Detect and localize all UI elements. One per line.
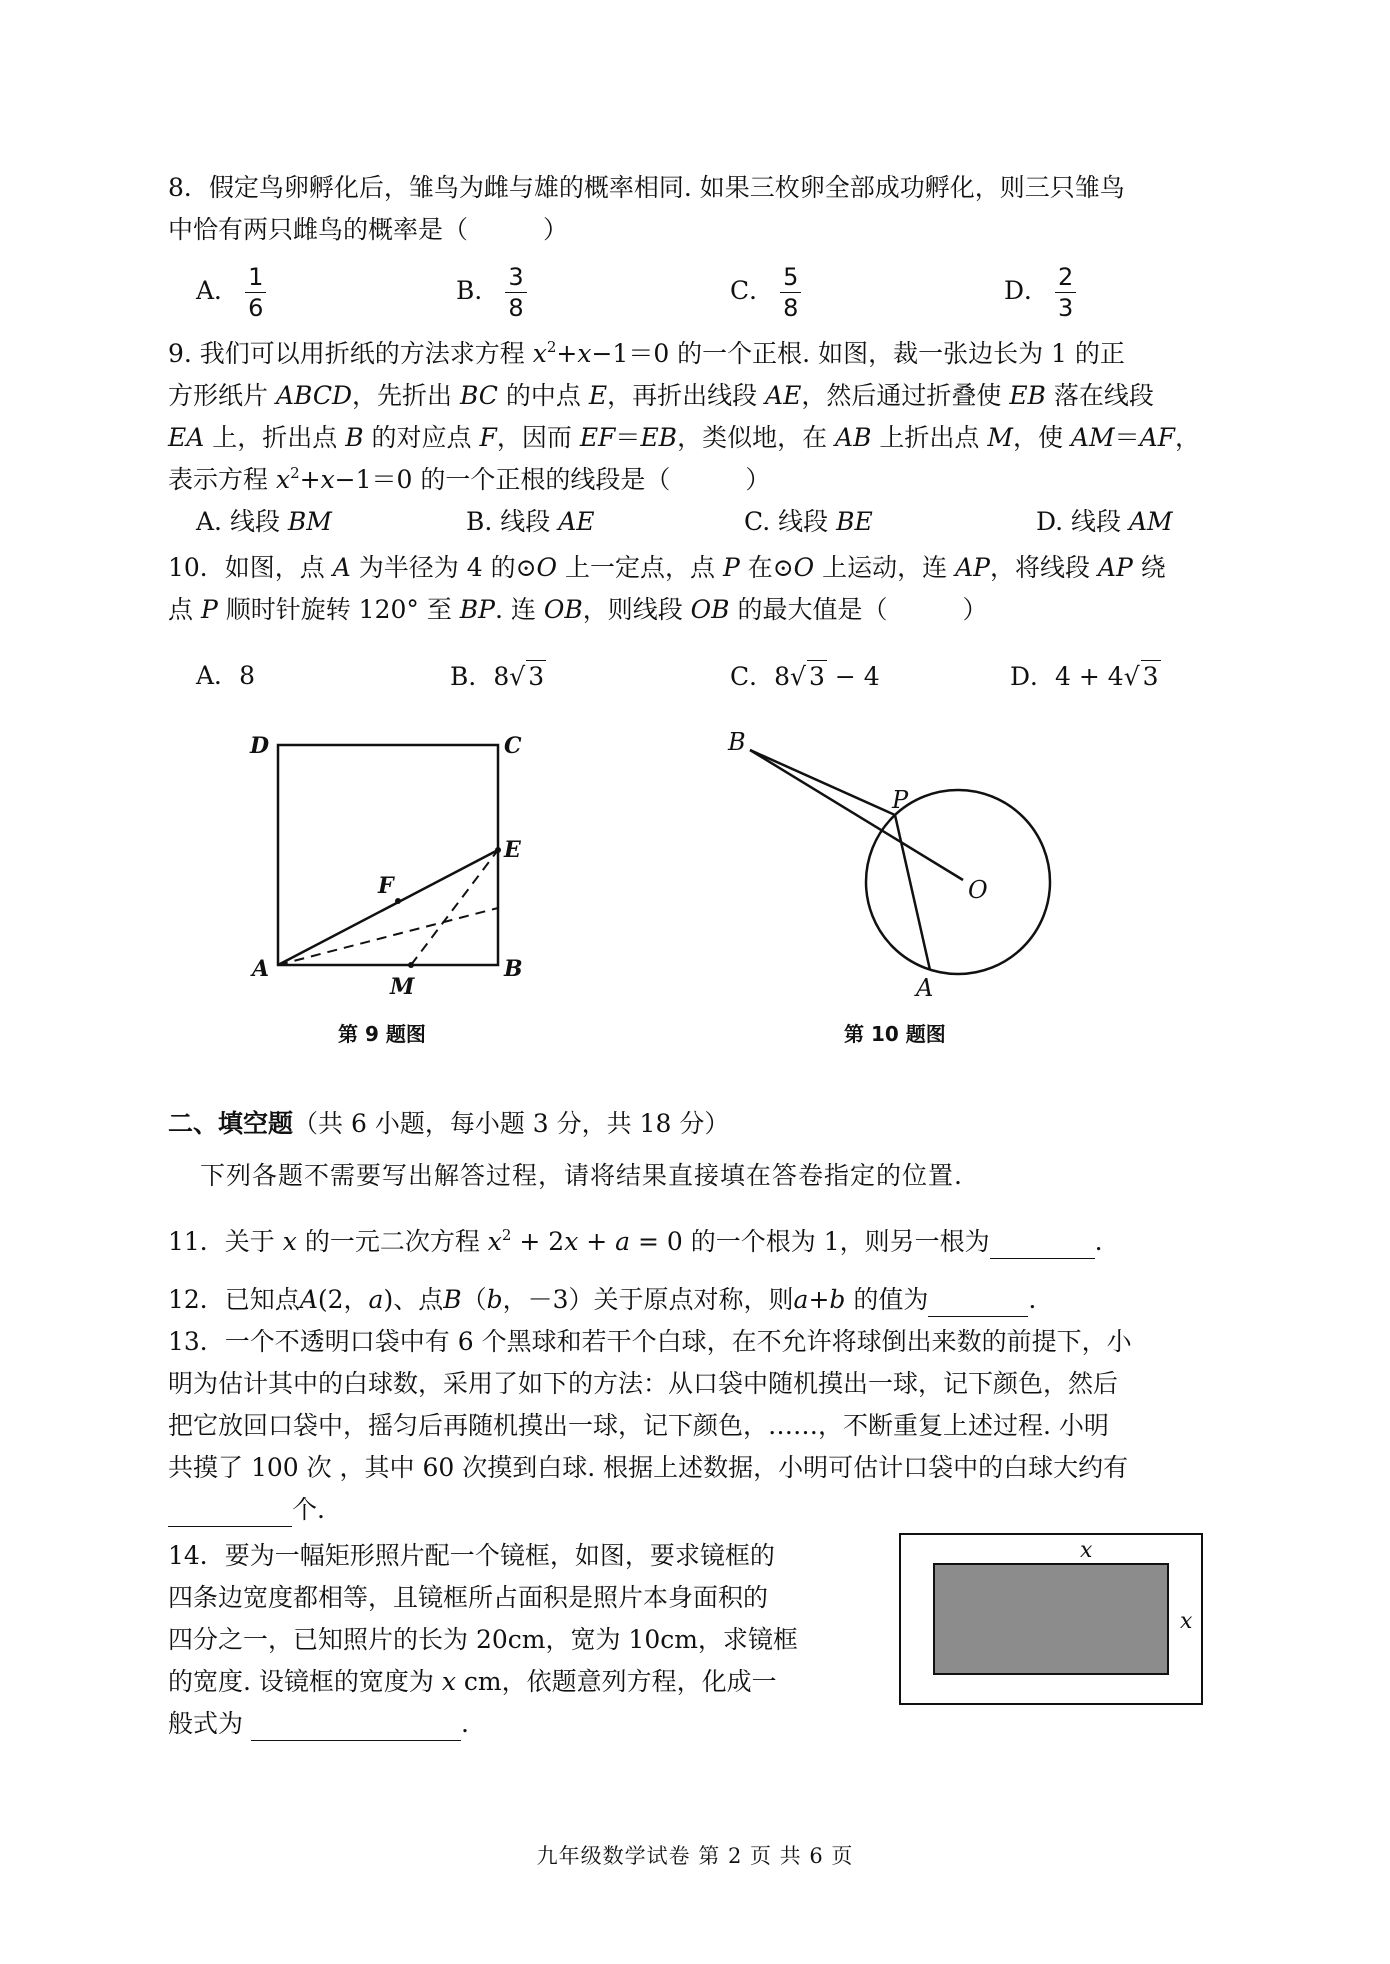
figure-10 <box>720 720 1080 1010</box>
segment-bo <box>750 750 963 880</box>
q8-option-d <box>1004 262 1076 323</box>
q10-line2: 点 P 顺时针旋转 120° 至 BP. 连 OB，则线段 OB 的最大值是（ ） <box>168 595 988 624</box>
q9-option-c: C. 线段 BE <box>744 507 873 536</box>
figure-9 <box>240 720 560 1000</box>
segment-ae <box>278 850 498 965</box>
segment-bp <box>750 750 895 815</box>
segment-pa <box>895 815 930 970</box>
dashed-segment-me <box>411 850 498 965</box>
page-footer: 九年级数学试卷 第 2 页 共 6 页 <box>536 1844 854 1868</box>
q14-line4: 的宽度. 设镜框的宽度为 x cm，依题意列方程，化成一 <box>168 1667 777 1696</box>
figure-10-caption: 第 10 题图 <box>844 1022 946 1046</box>
label-x-top: x <box>1080 1538 1093 1563</box>
q13-line3: 把它放回口袋中，摇匀后再随机摸出一球，记下颜色，……，不断重复上述过程. 小明 <box>168 1411 1109 1440</box>
q8-line1: 8．假定鸟卵孵化后，雏鸟为雌与雄的概率相同. 如果三枚卵全部成功孵化，则三只雏鸟 <box>168 173 1125 202</box>
section-2-instruction: 下列各题不需要写出解答过程，请将结果直接填在答卷指定的位置. <box>200 1161 963 1190</box>
label-o: O <box>968 876 988 904</box>
q12-line: 12．已知点A(2，a)、点B（b，－3）关于原点对称，则a+b 的值为 . <box>168 1284 1036 1317</box>
point-f <box>395 898 401 904</box>
point-m <box>408 962 414 968</box>
option-label: B． <box>456 276 500 305</box>
fraction: $\frac{5}{8}$ <box>780 262 801 323</box>
label-f: F <box>378 873 394 899</box>
label-d: D <box>250 733 270 759</box>
label-m: M <box>390 974 415 1000</box>
q9-line4: 表示方程 $x^2+x-1=0$ 的一个正根的线段是（ ） <box>168 464 771 494</box>
fraction: $\frac{1}{6}$ <box>245 262 266 323</box>
q10-option-d: D．4 + 4√ 3 <box>1010 662 1159 691</box>
q9-line3: EA 上，折出点 B 的对应点 F，因而 EF＝EB，类似地，在 AB 上折出点 M，使 AM＝AF， <box>168 423 1201 452</box>
label-p: P <box>892 786 909 814</box>
q13-line4: 共摸了 100 次 ，其中 60 次摸到白球. 根据上述数据，小明可估计口袋中的白球大约有 <box>168 1453 1129 1482</box>
option-label: A． <box>196 276 240 305</box>
fraction: $\frac{2}{3}$ <box>1055 262 1076 323</box>
q9-line2: 方形纸片 ABCD，先折出 BC 的中点 E，再折出线段 AE，然后通过折叠使 EB 落在线段 <box>168 381 1154 410</box>
label-a: A <box>252 956 270 982</box>
q9-option-b: B. 线段 AE <box>466 507 595 536</box>
label-e: E <box>504 837 521 863</box>
circle-o <box>866 790 1050 974</box>
q8-option-a <box>196 262 266 323</box>
q9-option-d: D. 线段 AM <box>1036 507 1173 536</box>
q14-line3: 四分之一，已知照片的长为 20cm，宽为 10cm，求镜框 <box>168 1625 798 1654</box>
q9-line1: 9. 我们可以用折纸的方法求方程 $x^2+x-1=0$ 的一个正根. 如图，裁一张边长为 1 的正 <box>168 338 1125 368</box>
dashed-fold-line <box>278 908 498 965</box>
label-a: A <box>916 974 934 1002</box>
q13-line2: 明为估计其中的白球数，采用了如下的方法：从口袋中随机摸出一球，记下颜色，然后 <box>168 1369 1119 1398</box>
photo-rectangle <box>934 1564 1168 1674</box>
option-label: D． <box>1004 276 1050 305</box>
label-x-right: x <box>1180 1609 1193 1634</box>
q8-line2: 中恰有两只雌鸟的概率是（ ） <box>168 215 569 244</box>
q10-option-b: B．8√ 3 <box>450 662 545 691</box>
q11-line: 11．关于 x 的一元二次方程 $x^2 + 2x + a = 0$ 的一个根为 1，则另一根为 . <box>168 1226 1103 1259</box>
q13-line1: 13．一个不透明口袋中有 6 个黑球和若干个白球，在不允许将球倒出来数的前提下，小 <box>168 1327 1132 1356</box>
label-b: B <box>504 956 523 982</box>
label-b: B <box>728 728 746 756</box>
q14-line1: 14．要为一幅矩形照片配一个镜框，如图，要求镜框的 <box>168 1541 775 1570</box>
q14-line2: 四条边宽度都相等，且镜框所占面积是照片本身面积的 <box>168 1583 769 1612</box>
point-e <box>495 847 501 853</box>
option-label: C． <box>730 276 775 305</box>
q10-option-a: A．8 <box>196 661 255 690</box>
q8-option-b <box>456 262 527 323</box>
q13-line5: 个. <box>168 1494 325 1527</box>
q13-answer-blank <box>168 1494 292 1527</box>
q14-line5: 般式为 . <box>168 1708 469 1741</box>
square-abcd <box>278 745 498 965</box>
q10-line1: 10．如图，点 A 为半径为 4 的⊙O 上一定点，点 P 在⊙O 上运动，连 AP，将线段 AP 绕 <box>168 553 1166 582</box>
q14-answer-blank <box>251 1708 461 1741</box>
q11-answer-blank <box>990 1226 1095 1259</box>
section-2-heading: 二、填空题（共 6 小题，每小题 3 分，共 18 分） <box>168 1109 730 1138</box>
figure-9-caption: 第 9 题图 <box>338 1022 426 1046</box>
q9-option-a: A. 线段 BM <box>196 507 332 536</box>
label-c: C <box>504 733 522 759</box>
q10-option-c: C．8√ 3 − 4 <box>730 662 880 691</box>
fraction: $\frac{3}{8}$ <box>505 262 526 323</box>
q12-answer-blank <box>928 1284 1028 1317</box>
figure-14-frame <box>896 1530 1216 1710</box>
q8-option-c <box>730 262 801 323</box>
